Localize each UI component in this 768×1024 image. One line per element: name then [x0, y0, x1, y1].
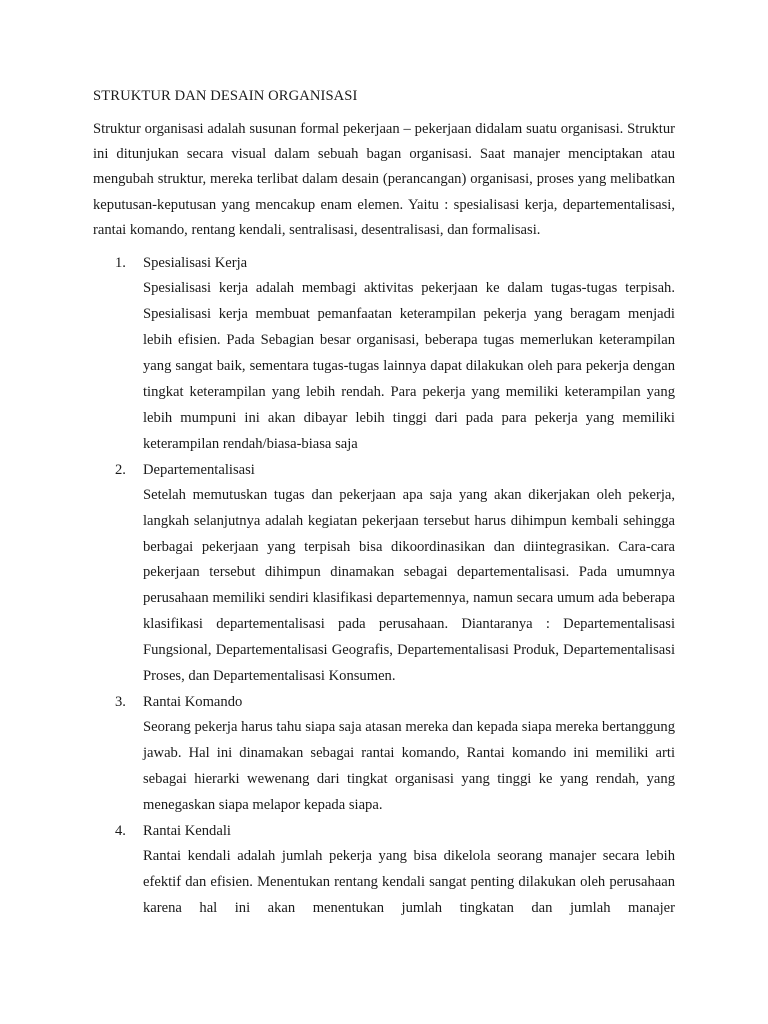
list-item-body: Seorang pekerja harus tahu siapa saja atasan mereka dan kepada siapa mereka bertanggung jawab. Hal ini dinamakan sebagai rantai komando, Rantai komando ini memiliki arti sebagai hierarki wewenang dari tingkat organisasi yang tinggi ke yang rendah, yang menegaskan siapa melapor kepada siapa.	[143, 719, 675, 813]
numbered-list	[93, 251, 675, 922]
list-item-heading	[93, 458, 675, 483]
list-item	[93, 819, 675, 922]
list-item-number: 3.	[115, 694, 126, 711]
list-item	[93, 690, 675, 819]
list-item-heading-text: Rantai Kendali	[143, 822, 231, 839]
document-title: STRUKTUR DAN DESAIN ORGANISASI	[93, 88, 358, 104]
list-item-heading-text: Rantai Komando	[143, 694, 243, 711]
list-item-number: 2.	[115, 461, 126, 478]
list-item	[93, 458, 675, 690]
list-item-heading	[93, 819, 675, 844]
intro-paragraph: Struktur organisasi adalah susunan formal pekerjaan – pekerjaan didalam suatu organisasi. Struktur ini ditunjukan secara visual dalam sebuah bagan organisasi. Saat manajer menciptakan atau mengubah struktur, mereka terlibat dalam desain (perancangan) organisasi, proses yang melibatkan keputusan-keputusan yang mencakup enam elemen. Yaitu : spesialisasi kerja, departementalisasi, rantai komando, rentang kendali, sentralisasi, desentralisasi, dan formalisasi.	[93, 121, 675, 238]
list-item	[93, 251, 675, 458]
list-item-body: Rantai kendali adalah jumlah pekerja yang bisa dikelola seorang manajer secara lebih efektif dan efisien. Menentukan rentang kendali sangat penting dilakukan oleh perusahaan karena hal ini akan menentukan jumlah tingkatan dan jumlah manajer	[143, 848, 675, 916]
document-page	[93, 86, 675, 922]
list-item-number: 1.	[115, 255, 126, 272]
list-item-body: Setelah memutuskan tugas dan pekerjaan apa saja yang akan dikerjakan oleh pekerja, langkah selanjutnya adalah kegiatan pekerjaan tersebut harus dihimpun kembali sehingga berbagai pekerjaan yang terpisah bisa dikoordinasikan dan diintegrasikan. Cara-cara pekerjaan tersebut dihimpun dinamakan sebagai departementalisasi. Pada umumnya perusahaan memiliki sendiri klasifikasi departemennya, namun secara umum ada beberapa klasifikasi departementalisasi pada perusahaan. Diantaranya : Departementalisasi Fungsional, Departementalisasi Geografis, Departementalisasi Produk, Departementalisasi Proses, dan Departementalisasi Konsumen.	[143, 486, 675, 685]
list-item-number: 4.	[115, 822, 126, 839]
list-item-body: Spesialisasi kerja adalah membagi aktivitas pekerjaan ke dalam tugas-tugas terpisah. Spesialisasi kerja membuat pemanfaatan keterampilan pekerja yang beragam menjadi lebih efisien. Pada Sebagian besar organisasi, beberapa tugas memerlukan keterampilan yang sangat baik, sementara tugas-tugas lainnya dapat dilakukan oleh para pekerja dengan tingkat keterampilan yang lebih rendah. Para pekerja yang memiliki keterampilan yang lebih mumpuni ini akan dibayar lebih tinggi dari pada para pekerja yang memiliki keterampilan rendah/biasa-biasa saja	[143, 280, 675, 452]
list-item-heading	[93, 251, 675, 276]
list-item-heading-text: Spesialisasi Kerja	[143, 255, 248, 272]
list-item-heading	[93, 690, 675, 715]
list-item-heading-text: Departementalisasi	[143, 461, 255, 478]
